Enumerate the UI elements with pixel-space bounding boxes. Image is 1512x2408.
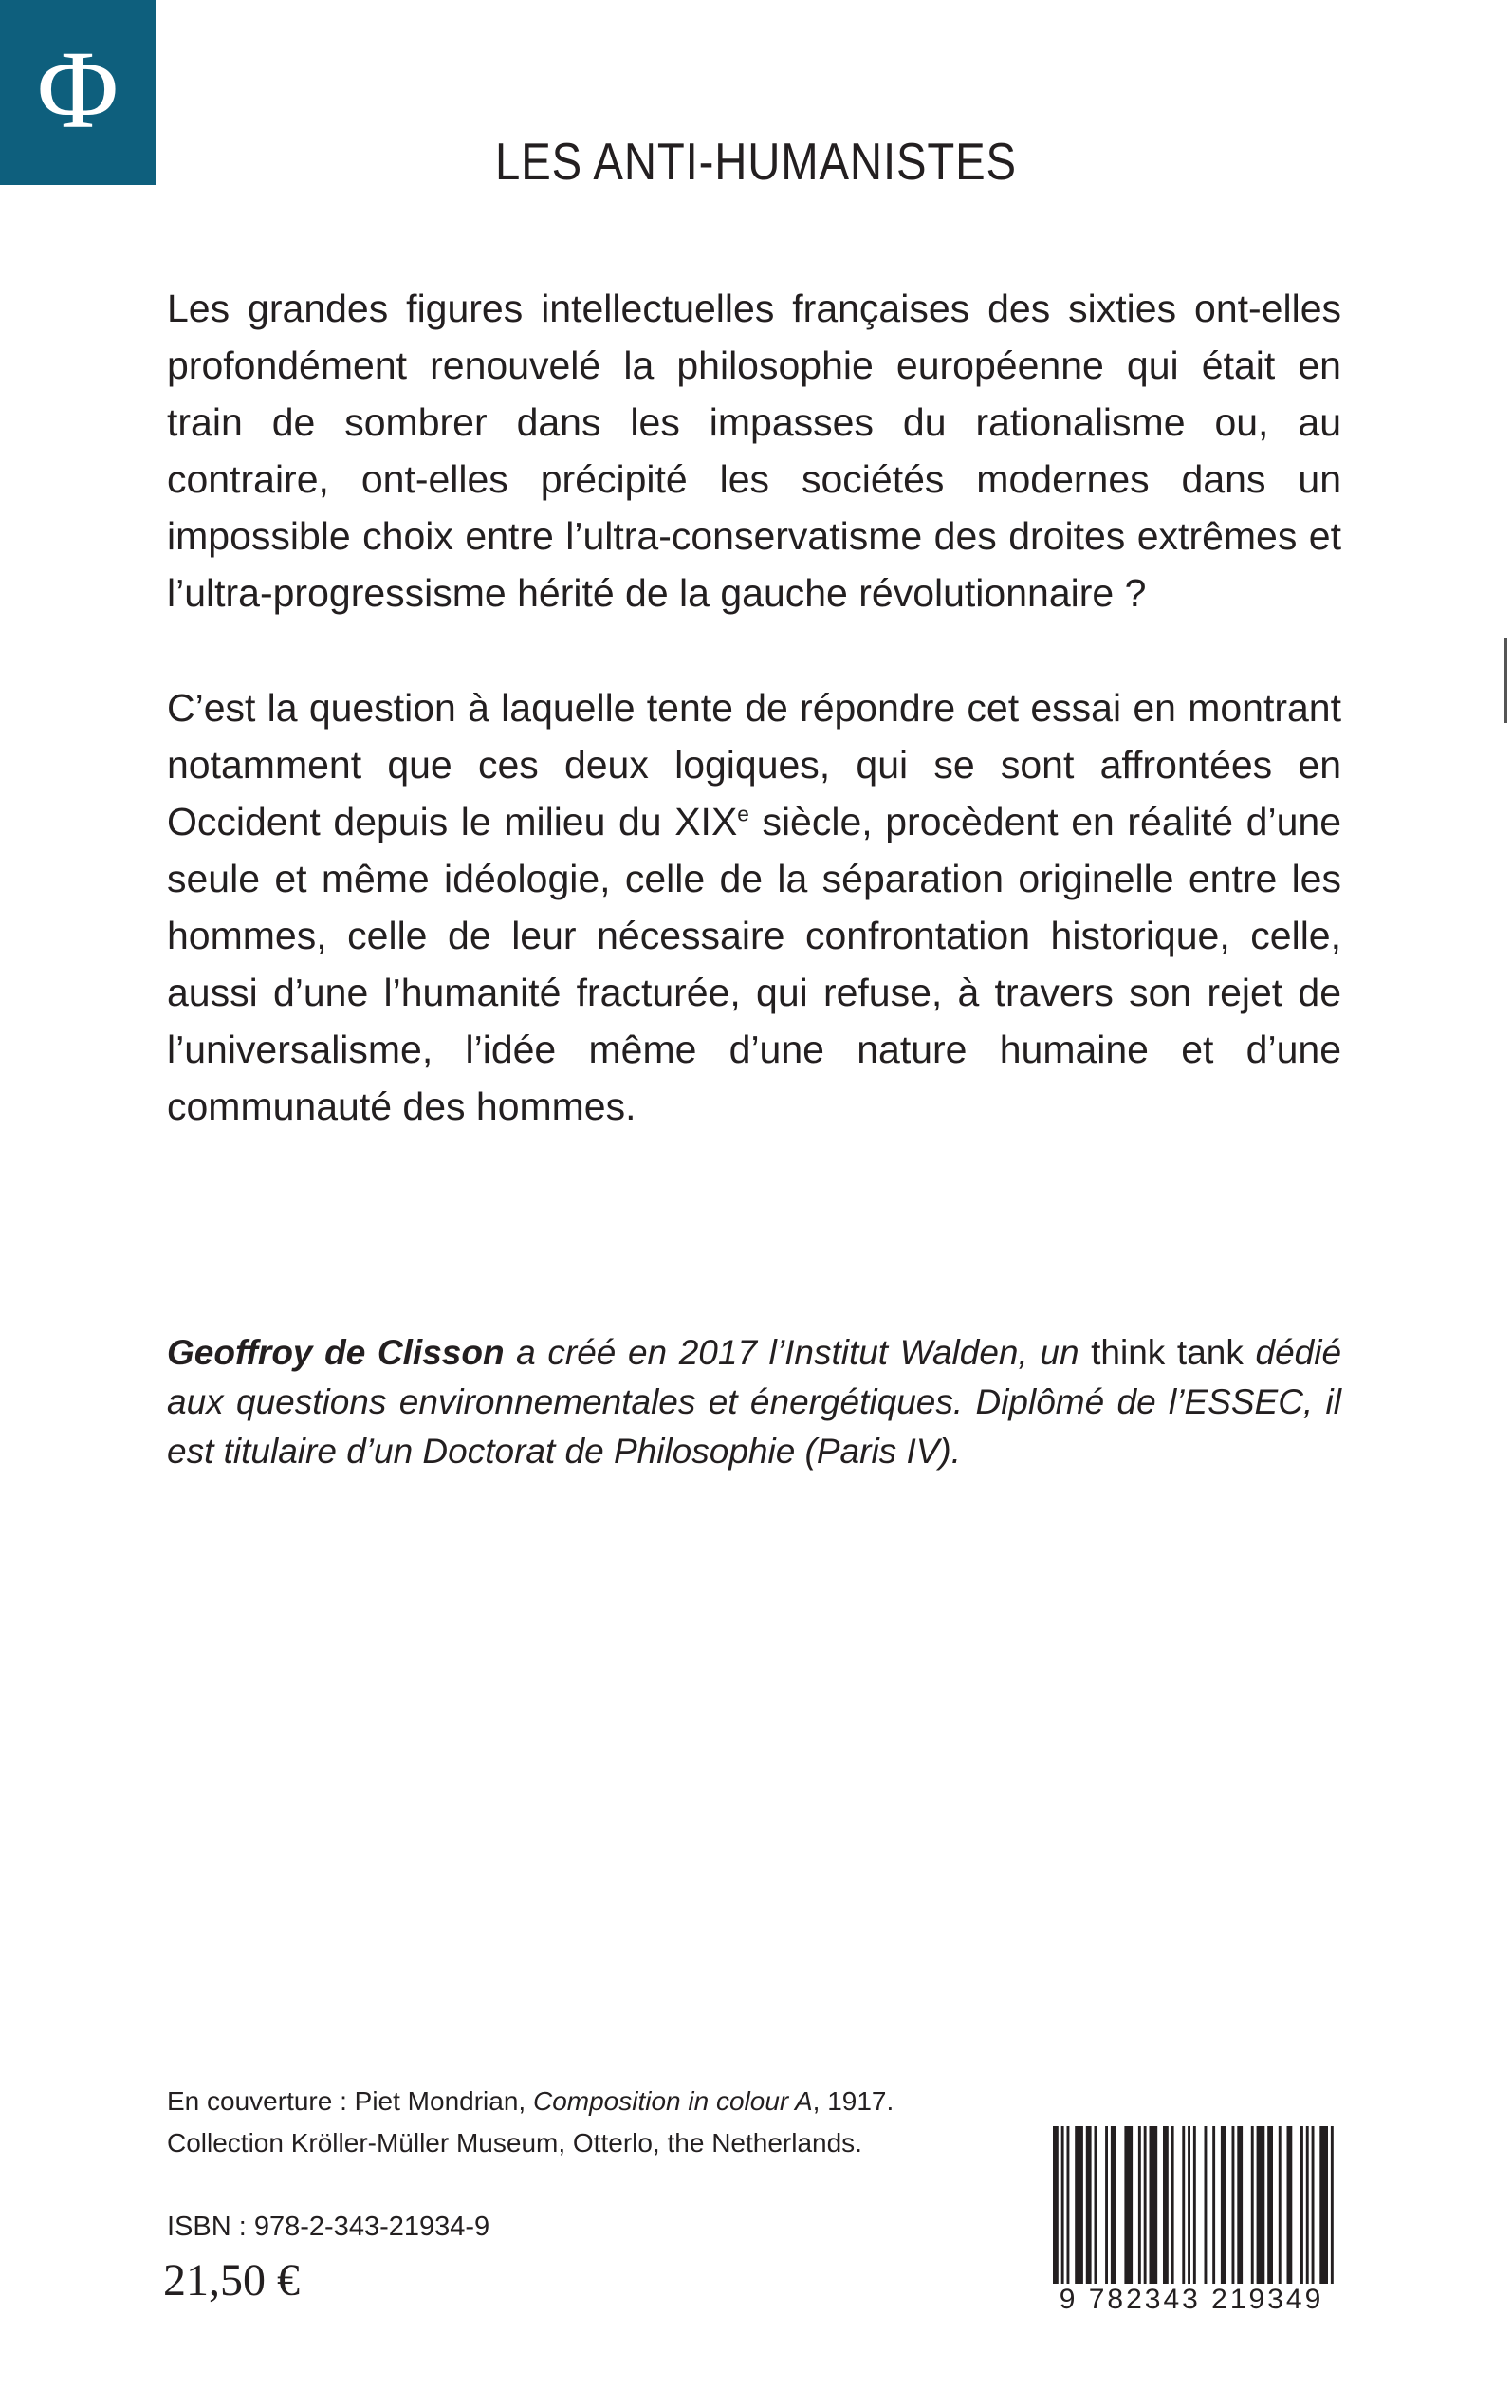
barcode-bar: [1279, 2126, 1282, 2284]
barcode-bar: [1237, 2126, 1243, 2284]
cover-credit-line-1: [167, 2081, 894, 2122]
barcode-bar: [1319, 2126, 1328, 2284]
barcode-bar: [1257, 2126, 1265, 2284]
author-name: Geoffroy de Clisson: [167, 1333, 505, 1372]
barcode-bar: [1221, 2126, 1226, 2284]
barcode-bar: [1205, 2126, 1208, 2284]
spine-edge-mark: [1504, 638, 1507, 723]
barcode-bar: [1144, 2126, 1147, 2284]
blurb-paragraph-2-end: siècle, procèdent en réalité d’une seule et même idéologie, celle de la séparation originelle entre les hommes, celle de leur nécessaire confrontation historique, celle, aussi d’une l’humanité fracturée, qui refuse, à travers son rejet de l’universalisme, l’idée même d’une nature humaine et d’une communauté des hommes.: [167, 800, 1341, 1128]
ean13-barcode-icon: [1049, 2126, 1334, 2284]
barcode-bar: [1306, 2126, 1309, 2284]
barcode-bar: [1067, 2126, 1070, 2284]
barcode: [1049, 2126, 1334, 2321]
cover-credit-prefix: En couverture : Piet Mondrian,: [167, 2086, 533, 2116]
barcode-bar: [1251, 2126, 1254, 2284]
blurb-paragraph-2-start: C’est la question à laquelle tente de répondre cet essai en montrant notamment que ces deux logiques, qui se sont affrontées en Occident depuis le milieu du XIX: [167, 686, 1341, 843]
barcode-bar: [1212, 2126, 1215, 2284]
barcode-bar: [1105, 2126, 1108, 2284]
barcode-digits: 9 782343 219349: [1059, 2284, 1324, 2315]
cover-credit-year: , 1917.: [812, 2086, 894, 2116]
barcode-bar: [1193, 2126, 1196, 2284]
barcode-bar: [1095, 2126, 1097, 2284]
barcode-bar: [1182, 2126, 1185, 2284]
barcode-bar: [1232, 2126, 1235, 2284]
barcode-bar: [1312, 2126, 1315, 2284]
barcode-bar: [1267, 2126, 1273, 2284]
barcode-bar: [1300, 2126, 1303, 2284]
isbn: ISBN : 978-2-343-21934-9: [167, 2212, 490, 2242]
barcode-bar: [1053, 2126, 1059, 2284]
barcode-bar: [1163, 2126, 1169, 2284]
author-bio-text-2: dédié aux questions environnementales et énergétiques. Diplômé de l’ESSEC, il est titulaire d’un Doctorat de Philosophie (Paris IV).: [167, 1333, 1342, 1471]
book-title: LES ANTI-HUMANISTES: [495, 132, 1017, 191]
barcode-bar: [1075, 2126, 1083, 2284]
cover-artwork-title: Composition in colour A: [532, 2086, 813, 2116]
blurb-paragraph-1: Les grandes figures intellectuelles françaises des sixties ont-elles profondément renouvelé la philosophie européenne qui était en train de sombrer dans les impasses du rationalisme ou, au contraire, ont-elles précipité les sociétés modernes dans un impossible choix entre l’ultra-conservatisme des droites extrêmes et l’ultra-progressisme hérité de la gauche révolutionnaire ?: [167, 287, 1341, 615]
cover-credit-line-2: Collection Kröller-Müller Museum, Otterlo, the Netherlands.: [167, 2128, 862, 2158]
author-bio-think-tank: think tank: [1091, 1333, 1244, 1372]
barcode-bar: [1150, 2126, 1158, 2284]
blurb-paragraph-2: [167, 679, 1341, 1135]
century-superscript: e: [737, 802, 749, 826]
barcode-bar: [1331, 2126, 1334, 2284]
author-bio: [167, 1328, 1341, 1476]
author-bio-text-1: a créé en 2017 l’Institut Walden, un: [504, 1333, 1092, 1372]
barcode-bar: [1124, 2126, 1133, 2284]
barcode-bar: [1086, 2126, 1092, 2284]
phi-publisher-logo-icon: Φ: [36, 27, 120, 152]
barcode-bar: [1061, 2126, 1064, 2284]
cover-credits: [167, 2081, 894, 2164]
barcode-bar: [1138, 2126, 1141, 2284]
barcode-bar: [1287, 2126, 1293, 2284]
barcode-bar: [1188, 2126, 1190, 2284]
barcode-bar: [1171, 2126, 1174, 2284]
barcode-bar: [1111, 2126, 1116, 2284]
price: 21,50 €: [163, 2255, 300, 2306]
